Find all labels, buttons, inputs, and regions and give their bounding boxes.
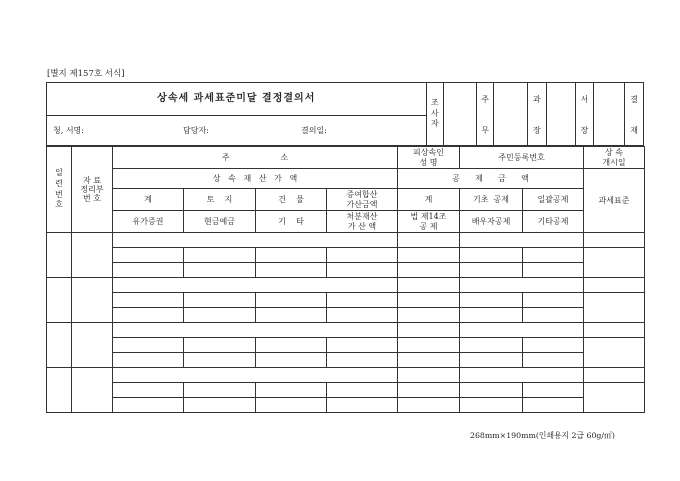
spouse-deduction-header: 배우자공제 <box>460 211 523 233</box>
seq-no-cell[interactable] <box>47 233 72 278</box>
record-row <box>47 323 645 338</box>
inherit-date-cell[interactable] <box>584 278 645 293</box>
tax-base-cell[interactable] <box>584 293 645 323</box>
amount-cell[interactable] <box>184 338 256 353</box>
inherit-date-cell[interactable] <box>584 368 645 383</box>
amount-cell[interactable] <box>113 263 184 278</box>
property-value-header: 상 속 재 산 가 액 <box>113 169 398 189</box>
address-cell[interactable] <box>113 323 398 338</box>
art14-deduction-header: 법 제14조 공 제 <box>398 211 460 233</box>
amount-cell[interactable] <box>523 293 584 308</box>
paper-spec-footer: 268mm×190mm(인쇄용지 2급 60g/㎡) <box>470 431 615 440</box>
record-row <box>47 248 645 263</box>
amount-cell[interactable] <box>460 353 523 368</box>
amount-cell[interactable] <box>184 263 256 278</box>
cash-deposit-header: 현금예금 <box>184 211 256 233</box>
amount-cell[interactable] <box>184 293 256 308</box>
inherit-start-date-header: 상 속 개시일 <box>584 147 645 169</box>
amount-cell[interactable] <box>327 398 398 413</box>
amount-cell[interactable] <box>327 308 398 323</box>
amount-cell[interactable] <box>113 383 184 398</box>
form-number: [별지 제157호 서식] <box>47 69 125 79</box>
record-row <box>47 278 645 293</box>
approval-inspector-label: 조 사 자 <box>426 83 444 146</box>
ledger-no-cell[interactable] <box>72 233 113 278</box>
amount-cell[interactable] <box>398 293 460 308</box>
amount-cell[interactable] <box>113 353 184 368</box>
amount-cell[interactable] <box>398 398 460 413</box>
amount-cell[interactable] <box>523 308 584 323</box>
amount-cell[interactable] <box>256 353 327 368</box>
info-row <box>47 116 427 146</box>
amount-cell[interactable] <box>523 248 584 263</box>
amount-cell[interactable] <box>327 248 398 263</box>
amount-cell[interactable] <box>256 398 327 413</box>
other-header: 기 타 <box>256 211 327 233</box>
amount-cell[interactable] <box>327 383 398 398</box>
address-cell[interactable] <box>113 278 398 293</box>
amount-cell[interactable] <box>398 353 460 368</box>
amount-cell[interactable] <box>398 338 460 353</box>
seq-no-cell[interactable] <box>47 323 72 368</box>
lump-deduction-header: 일괄공제 <box>523 189 584 211</box>
approval-chief-sign[interactable] <box>546 83 575 146</box>
amount-cell[interactable] <box>327 353 398 368</box>
amount-cell[interactable] <box>460 383 523 398</box>
record-row <box>47 293 645 308</box>
decision-table <box>46 146 645 413</box>
address-header: 주 소 <box>113 147 398 169</box>
seq-no-cell[interactable] <box>47 368 72 413</box>
amount-cell[interactable] <box>398 308 460 323</box>
approval-inspector-sign[interactable] <box>444 83 476 146</box>
decedent-name-cell[interactable] <box>398 233 460 248</box>
amount-cell[interactable] <box>113 293 184 308</box>
disposal-add-header: 처분재산 가 산 액 <box>327 211 398 233</box>
approval-staff-sign[interactable] <box>494 83 527 146</box>
decedent-name-cell[interactable] <box>398 368 460 383</box>
basic-deduction-header: 기초 공제 <box>460 189 523 211</box>
amount-cell[interactable] <box>256 263 327 278</box>
approval-staff-label-top: 주 <box>476 83 494 116</box>
deduction-total-header: 계 <box>398 189 460 211</box>
address-cell[interactable] <box>113 233 398 248</box>
approval-final-label-bottom: 재 <box>625 116 644 146</box>
amount-cell[interactable] <box>460 263 523 278</box>
approval-final-label-top: 결 <box>625 83 644 116</box>
amount-cell[interactable] <box>256 383 327 398</box>
gift-add-header: 증여합산 가산금액 <box>327 189 398 211</box>
amount-cell[interactable] <box>460 293 523 308</box>
amount-cell[interactable] <box>184 248 256 263</box>
ledger-no-header: 자 료 정리부 번 호 <box>72 147 113 233</box>
resident-no-cell[interactable] <box>460 323 584 338</box>
record-row <box>47 308 645 323</box>
seq-no-cell[interactable] <box>47 278 72 323</box>
resident-no-cell[interactable] <box>460 233 584 248</box>
record-row <box>47 233 645 248</box>
approval-director-sign[interactable] <box>593 83 624 146</box>
decision-date-label: 결의일: <box>301 125 327 135</box>
amount-cell[interactable] <box>460 398 523 413</box>
amount-cell[interactable] <box>460 308 523 323</box>
ledger-no-cell[interactable] <box>72 368 113 413</box>
inherit-date-cell[interactable] <box>584 233 645 248</box>
tax-base-cell[interactable] <box>584 248 645 278</box>
amount-cell[interactable] <box>523 263 584 278</box>
record-row <box>47 263 645 278</box>
amount-cell[interactable] <box>398 263 460 278</box>
address-cell[interactable] <box>113 368 398 383</box>
resident-no-header: 주민등록번호 <box>460 147 584 169</box>
inherit-date-cell[interactable] <box>584 323 645 338</box>
amount-cell[interactable] <box>184 353 256 368</box>
amount-cell[interactable] <box>327 293 398 308</box>
amount-cell[interactable] <box>327 338 398 353</box>
amount-cell[interactable] <box>256 293 327 308</box>
land-header: 토 지 <box>184 189 256 211</box>
amount-cell[interactable] <box>523 383 584 398</box>
record-row <box>47 383 645 398</box>
decedent-name-header: 피상속인 성 명 <box>398 147 460 169</box>
decedent-name-cell[interactable] <box>398 278 460 293</box>
record-row <box>47 338 645 353</box>
record-row <box>47 353 645 368</box>
amount-cell[interactable] <box>113 248 184 263</box>
building-header: 건 물 <box>256 189 327 211</box>
approval-chief-label-bottom: 장 <box>527 116 546 146</box>
amount-cell[interactable] <box>184 308 256 323</box>
ledger-no-cell[interactable] <box>72 323 113 368</box>
amount-cell[interactable] <box>327 263 398 278</box>
seq-no-header: 일 련 번 호 <box>47 147 72 233</box>
approval-staff-label-bottom: 무 <box>476 116 494 146</box>
approval-chief-label-top: 과 <box>527 83 546 116</box>
amount-cell[interactable] <box>398 383 460 398</box>
securities-header: 유가증권 <box>113 211 184 233</box>
property-total-header: 계 <box>113 189 184 211</box>
other-deduction-header: 기타공제 <box>523 211 584 233</box>
form-title: 상속세 과세표준미달 결정결의서 <box>47 83 427 116</box>
amount-cell[interactable] <box>256 338 327 353</box>
amount-cell[interactable] <box>398 248 460 263</box>
ledger-no-cell[interactable] <box>72 278 113 323</box>
amount-cell[interactable] <box>113 398 184 413</box>
office-label: 청, 서명: <box>53 125 84 135</box>
amount-cell[interactable] <box>184 398 256 413</box>
amount-cell[interactable] <box>256 308 327 323</box>
approval-director-label-top: 서 <box>575 83 593 116</box>
amount-cell[interactable] <box>523 338 584 353</box>
amount-cell[interactable] <box>523 353 584 368</box>
deduction-amount-header: 공 제 금 액 <box>398 169 584 189</box>
amount-cell[interactable] <box>460 248 523 263</box>
record-row <box>47 368 645 383</box>
amount-cell[interactable] <box>113 308 184 323</box>
tax-base-cell[interactable] <box>584 383 645 413</box>
record-row <box>47 398 645 413</box>
officer-label: 담당자: <box>183 125 209 135</box>
decedent-name-cell[interactable] <box>398 323 460 338</box>
amount-cell[interactable] <box>113 338 184 353</box>
amount-cell[interactable] <box>523 398 584 413</box>
amount-cell[interactable] <box>256 248 327 263</box>
resident-no-cell[interactable] <box>460 278 584 293</box>
tax-base-header: 과세표준 <box>584 169 645 233</box>
approval-header-table <box>46 82 644 146</box>
amount-cell[interactable] <box>460 338 523 353</box>
approval-director-label-bottom: 장 <box>575 116 593 146</box>
amount-cell[interactable] <box>184 383 256 398</box>
tax-base-cell[interactable] <box>584 338 645 368</box>
resident-no-cell[interactable] <box>460 368 584 383</box>
